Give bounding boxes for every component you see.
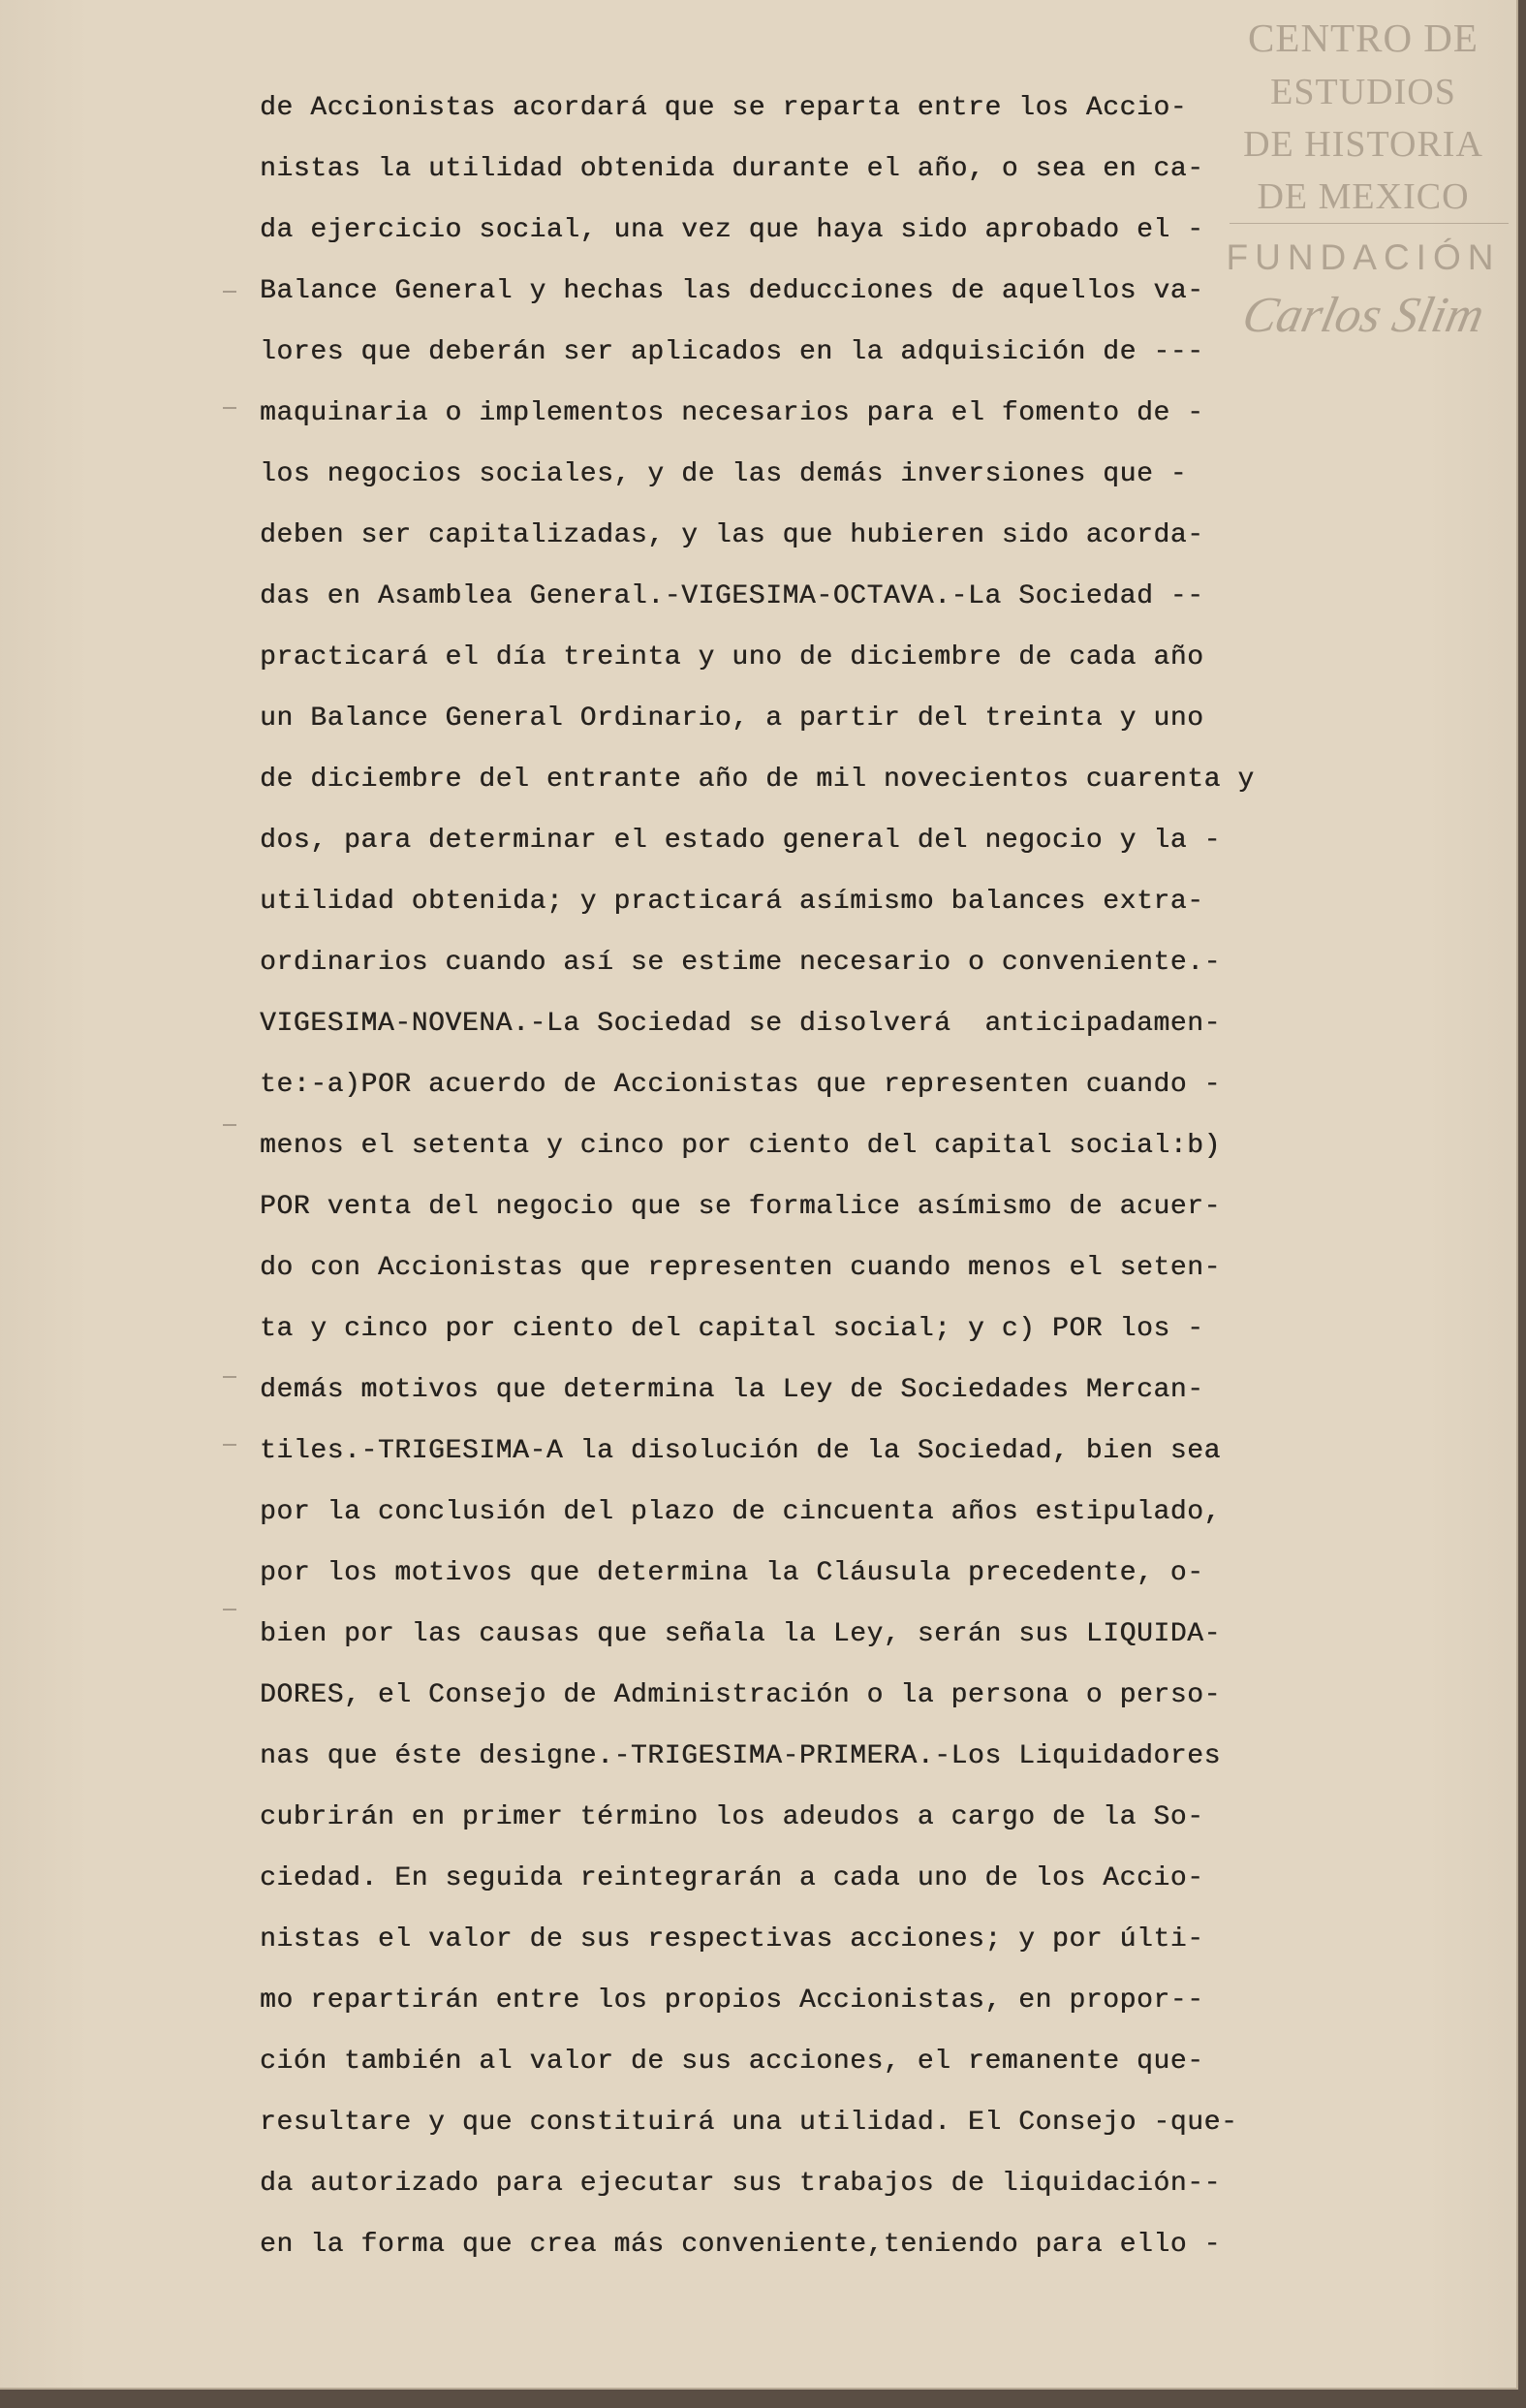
watermark-line: DE HISTORIA: [1243, 124, 1483, 165]
text-line: Balance General y hechas las deducciones de aquellos va-: [260, 276, 1204, 306]
text-line: por la conclusión del plazo de cincuenta años estipulado,: [260, 1497, 1221, 1527]
text-line: practicará el día treinta y uno de diciembre de cada año: [260, 642, 1204, 672]
text-line: bien por las causas que señala la Ley, serán sus LIQUIDA-: [260, 1619, 1221, 1649]
text-line: ordinarios cuando así se estime necesario o conveniente.-: [260, 948, 1221, 978]
text-line: te:-a)POR acuerdo de Accionistas que representen cuando -: [260, 1070, 1221, 1100]
text-line: dos, para determinar el estado general del negocio y la -: [260, 826, 1221, 856]
text-line: nistas el valor de sus respectivas acciones; y por últi-: [260, 1924, 1204, 1955]
text-line: DORES, el Consejo de Administración o la persona o perso-: [260, 1680, 1221, 1710]
text-line: de diciembre del entrante año de mil novecientos cuarenta y: [260, 765, 1255, 795]
text-line: da ejercicio social, una vez que haya sido aprobado el -: [260, 215, 1204, 245]
text-line: cubrirán en primer término los adeudos a cargo de la So-: [260, 1802, 1204, 1832]
text-line: VIGESIMA-NOVENA.-La Sociedad se disolverá anticipadamen-: [260, 1009, 1221, 1039]
text-line: POR venta del negocio que se formalice asímismo de acuer-: [260, 1192, 1221, 1222]
text-line: lores que deberán ser aplicados en la adquisición de ---: [260, 337, 1204, 367]
margin-mark: [223, 1444, 236, 1446]
margin-mark: [223, 1376, 236, 1378]
text-line: do con Accionistas que representen cuando menos el seten-: [260, 1253, 1221, 1283]
text-line: por los motivos que determina la Cláusula precedente, o-: [260, 1558, 1204, 1588]
text-line: da autorizado para ejecutar sus trabajos de liquidación--: [260, 2169, 1221, 2199]
text-line: deben ser capitalizadas, y las que hubieren sido acorda-: [260, 520, 1204, 550]
text-line: de Accionistas acordará que se reparta entre los Accio-: [260, 93, 1188, 123]
text-line: nistas la utilidad obtenida durante el año, o sea en ca-: [260, 154, 1204, 184]
text-line: maquinaria o implementos necesarios para el fomento de -: [260, 398, 1204, 428]
text-line: un Balance General Ordinario, a partir del treinta y uno: [260, 704, 1204, 734]
text-line: ta y cinco por ciento del capital social; y c) POR los -: [260, 1314, 1204, 1344]
margin-mark: [223, 1124, 236, 1126]
text-line: ción también al valor de sus acciones, el remanente que-: [260, 2047, 1204, 2077]
watermark-line: CENTRO DE: [1248, 16, 1479, 60]
text-line: los negocios sociales, y de las demás inversiones que -: [260, 459, 1188, 489]
text-line: mo repartirán entre los propios Accionistas, en propor--: [260, 1986, 1204, 2016]
margin-mark: [223, 1609, 236, 1611]
watermark-fundacion: FUNDACIÓN: [1226, 237, 1501, 277]
margin-mark: [223, 407, 236, 409]
text-line: tiles.-TRIGESIMA-A la disolución de la Sociedad, bien sea: [260, 1436, 1221, 1466]
text-line: resultare y que constituirá una utilidad. El Consejo -que-: [260, 2108, 1238, 2138]
watermark-line: ESTUDIOS: [1270, 72, 1456, 112]
text-line: utilidad obtenida; y practicará asímismo balances extra-: [260, 887, 1204, 917]
watermark-signature: Carlos Slim: [1237, 288, 1489, 343]
text-line: demás motivos que determina la Ley de Sociedades Mercan-: [260, 1375, 1204, 1405]
text-line: ciedad. En seguida reintegrarán a cada uno de los Accio-: [260, 1863, 1204, 1893]
text-line: nas que éste designe.-TRIGESIMA-PRIMERA.-Los Liquidadores: [260, 1741, 1221, 1771]
text-line: menos el setenta y cinco por ciento del capital social:b): [260, 1131, 1221, 1161]
document-body: [260, 85, 1355, 2283]
text-line: en la forma que crea más conveniente,teniendo para ello -: [260, 2230, 1221, 2260]
margin-mark: [223, 291, 236, 293]
watermark-line: DE MEXICO: [1257, 176, 1470, 217]
text-line: das en Asamblea General.-VIGESIMA-OCTAVA.-La Sociedad --: [260, 581, 1204, 611]
